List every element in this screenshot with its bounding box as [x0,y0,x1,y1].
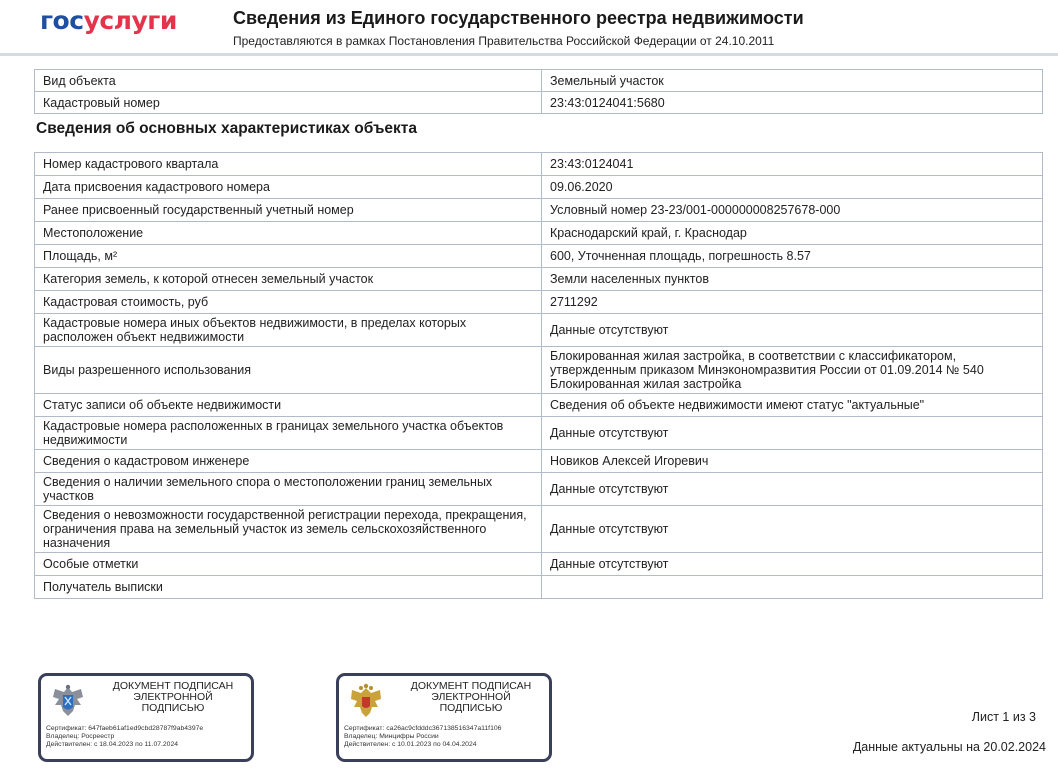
row-value [542,576,1043,599]
row-value: Данные отсутствуют [542,506,1043,553]
row-label: Кадастровый номер [35,92,542,114]
table-row [35,199,1043,222]
object-table [34,69,1043,114]
row-label: Площадь, м² [35,245,542,268]
stamp-certificate: Сертификат: 647faeb61af1ed9cbd28787f9ab4397e [46,725,204,732]
row-label: Статус записи об объекте недвижимости [35,394,542,417]
row-label: Получатель выписки [35,576,542,599]
row-label: Номер кадастрового квартала [35,153,542,176]
stamp-heading [391,681,551,714]
row-label: Местоположение [35,222,542,245]
table-row [35,473,1043,506]
row-label: Ранее присвоенный государственный учетный номер [35,199,542,222]
rosreestr-emblem-icon [51,683,85,719]
table-row [35,245,1043,268]
logo-part-uslugi: услуги [83,6,177,35]
row-value: Данные отсутствуют [542,553,1043,576]
row-value: Краснодарский край, г. Краснодар [542,222,1043,245]
signature-stamp-mintsifry [336,673,552,762]
row-label: Сведения о наличии земельного спора о местоположении границ земельных участков [35,473,542,506]
row-label: Кадастровые номера расположенных в границах земельного участка объектов недвижимости [35,417,542,450]
row-value: 600, Уточненная площадь, погрешность 8.57 [542,245,1043,268]
table-row [35,314,1043,347]
row-value: Сведения об объекте недвижимости имеют статус "актуальные" [542,394,1043,417]
page-subtitle: Предоставляются в рамках Постановления Правительства Российской Федерации от 24.10.2011 [233,34,775,48]
row-value: 23:43:0124041:5680 [542,92,1043,114]
row-value: Условный номер 23-23/001-000000008257678-000 [542,199,1043,222]
russia-coat-of-arms-icon [349,683,383,719]
table-row [35,70,1043,92]
row-label: Категория земель, к которой отнесен земельный участок [35,268,542,291]
row-label: Сведения о кадастровом инженере [35,450,542,473]
document-header [0,0,1058,56]
row-label: Дата присвоения кадастрового номера [35,176,542,199]
row-value: Новиков Алексей Игоревич [542,450,1043,473]
section-title: Сведения об основных характеристиках объекта [36,120,418,137]
stamp-certificate: Сертификат: ca26ac9cfdddc367138516347a11f106 [344,725,502,732]
stamp-valid: Действителен: с 18.04.2023 по 11.07.2024 [46,741,179,748]
signature-stamp-rosreestr [38,673,254,762]
row-label: Особые отметки [35,553,542,576]
row-value: Данные отсутствуют [542,473,1043,506]
row-value: 09.06.2020 [542,176,1043,199]
row-value: Данные отсутствуют [542,417,1043,450]
page-counter: Лист 1 из 3 [971,710,1036,724]
stamp-owner: Владелец: Росреестр [46,733,115,740]
stamp-heading-line: ЭЛЕКТРОННОЙ [431,691,511,703]
table-row [35,176,1043,199]
stamp-heading-line: ДОКУМЕНТ ПОДПИСАН [112,680,234,692]
data-actual-date: Данные актуальны на 20.02.2024 [852,740,1046,754]
gosuslugi-logo [40,6,177,35]
stamp-heading-line: ПОДПИСЬЮ [439,702,503,714]
row-value: Данные отсутствуют [542,314,1043,347]
table-row [35,291,1043,314]
stamp-owner: Владелец: Минцифры России [344,733,439,740]
stamp-heading-line: ДОКУМЕНТ ПОДПИСАН [410,680,532,692]
table-row [35,506,1043,553]
table-row [35,417,1043,450]
row-label: Кадастровая стоимость, руб [35,291,542,314]
page-title: Сведения из Единого государственного реестра недвижимости [233,8,804,28]
table-row [35,268,1043,291]
table-row [35,347,1043,394]
row-label: Виды разрешенного использования [35,347,542,394]
stamp-info [46,725,203,749]
row-value: Земельный участок [542,70,1043,92]
row-label: Вид объекта [35,70,542,92]
stamp-heading [93,681,253,714]
table-row [35,576,1043,599]
stamp-info [344,725,501,749]
stamp-heading-line: ПОДПИСЬЮ [141,702,205,714]
logo-part-gos: гос [40,6,84,35]
row-value: Блокированная жилая застройка, в соответствии с классификатором, утвержденным приказом Минэкономразвития России от 01.09.2014 № 540 Блокированная жилая застройка [542,347,1043,394]
row-label: Кадастровые номера иных объектов недвижимости, в пределах которых расположен объект недвижимости [35,314,542,347]
table-row [35,92,1043,114]
table-row [35,394,1043,417]
table-row [35,450,1043,473]
row-value: Земли населенных пунктов [542,268,1043,291]
characteristics-table [34,152,1043,599]
row-value: 2711292 [542,291,1043,314]
table-row [35,222,1043,245]
table-row [35,553,1043,576]
row-value: 23:43:0124041 [542,153,1043,176]
table-row [35,153,1043,176]
row-label: Сведения о невозможности государственной регистрации перехода, прекращения, ограничения права на земельный участок из земель сельскохозяйственного назначения [35,506,542,553]
stamp-heading-line: ЭЛЕКТРОННОЙ [133,691,213,703]
stamp-valid: Действителен: с 10.01.2023 по 04.04.2024 [344,741,477,748]
